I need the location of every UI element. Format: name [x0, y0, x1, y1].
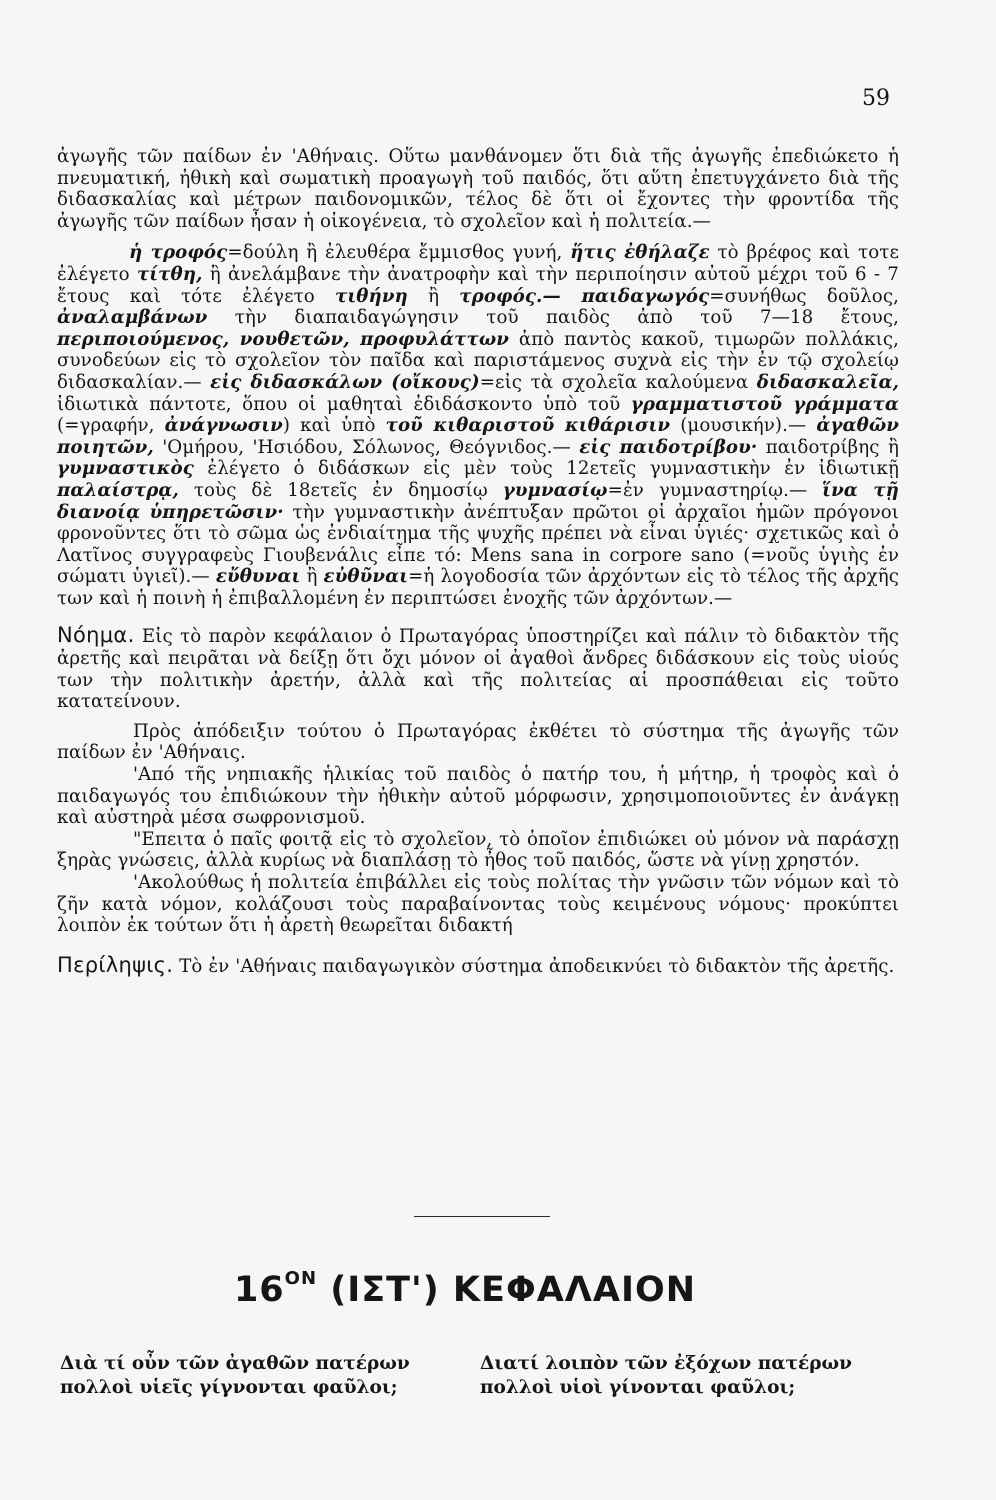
divider [414, 1216, 550, 1217]
glossary-term: ἀγαθῶν ποιητῶν, [57, 415, 899, 458]
glossary-definition: =ἐν γυμναστηρίῳ.— [607, 479, 823, 501]
glossary-definition: τὸ βρέφος καὶ τοτε ἐλέγετο [57, 242, 899, 285]
glossary-term: παλαίστρᾳ, [57, 479, 179, 501]
glossary-term: εὔθυναι [215, 566, 301, 588]
glossary-definition: τοὺς δὲ 18ετεῖς ἐν δημοσίῳ [178, 479, 503, 501]
translation-line: Διατί λοιπὸν τῶν ἐξόχων πατέρων [480, 1353, 852, 1374]
glossary-definition: παιδοτρίβης ἢ [757, 436, 900, 458]
glossary-definition: 'Ομήρου, 'Ησιόδου, Σόλωνος, Θεόγνιδος.— [153, 436, 580, 458]
noima-label: Νόημα. [57, 623, 135, 648]
glossary-definition: ἢ [300, 566, 324, 588]
main-text [57, 146, 899, 977]
translation-column [480, 1352, 900, 1400]
glossary-definition: ) καὶ ὑπὸ [282, 415, 386, 437]
intro-paragraph: ἀγωγῆς τῶν παίδων ἐν 'Αθήναις. Οὕτω μανθάνομεν ὅτι διὰ τῆς ἀγωγῆς ἐπεδιώκετο ἡ πνευματική, ἠθικὴ καὶ σωματικὴ προαγωγὴ τοῦ παιδός, ὅτι αὕτη ἐπετυγχάνετο διὰ τῆς διδασκαλίας καὶ μέτρων παιδονομικῶν, τέλος δὲ ὅτι οἱ ἔχοντες τὴν φροντίδα τῆς ἀγωγῆς τῶν παίδων ἦσαν ἡ οἰκογένεια, τὸ σχολεῖον καὶ ἡ πολιτεία.— [57, 146, 899, 232]
glossary-term: εἰς διδασκάλων (οἴκους) [210, 371, 480, 393]
glossary-term: τοῦ κιθαριστοῦ κιθάρισιν [385, 415, 671, 437]
glossary-definition: ἢ ἀνελάμβανε τὴν ἀνατροφὴν καὶ τὴν περιποίησιν αὐτοῦ μέχρι τοῦ 6 - 7 ἔτους καὶ τότε ἐλέγετο [57, 263, 899, 307]
noima-paragraph [57, 625, 899, 712]
glossary-term: περιποιούμενος, νουθετῶν, προφυλάττων [57, 328, 509, 350]
original-line: πολλοὶ υἱεῖς γίγνονται φαῦλοι; [60, 1377, 398, 1398]
glossary-term: τροφός.— παιδαγωγός [459, 285, 710, 307]
glossary-definition: ἢ [407, 285, 460, 307]
glossary-term: γραμματιστοῦ γράμματα [630, 393, 899, 415]
glossary-term: γυμναστικὸς [57, 458, 194, 480]
perilipsis-paragraph [57, 952, 899, 978]
glossary-term: διδασκαλεῖα, [756, 371, 900, 393]
glossary-definition: ἀπὸ παντὸς κακοῦ, τιμωρῶν πολλάκις, συνοδεύων εἰς τὸ σχολεῖον τὸν παῖδα καὶ παριστάμενος συχνὰ εἰς τὴν ἐν τῷ σχολείῳ διδασκαλίαν.— [57, 328, 899, 393]
glossary-definition: =ἡ λογοδοσία τῶν ἀρχόντων εἰς τὸ τέλος τῆς ἀρχῆς των καὶ ἡ ποινὴ ἡ ἐπιβαλλομένη ἐν περιπτώσει ἐνοχῆς τῶν ἀρχόντων.— [57, 566, 899, 609]
glossary-term: ἀναλαμβάνων [57, 307, 208, 329]
glossary-term: ἥτις ἐθήλαζε [570, 242, 710, 264]
glossary-term: ἵνα τῇ διανοίᾳ ὑπηρετῶσιν· [57, 479, 900, 523]
glossary-definition: ἐλέγετο ὁ διδάσκων εἰς μὲν τοὺς 12ετεῖς γυμναστικὴν ἐν ἰδιωτικῇ [193, 458, 899, 480]
translation-line: πολλοὶ υἱοὶ γίνονται φαῦλοι; [480, 1377, 796, 1398]
paragraph: 'Ακολούθως ἡ πολιτεία ἐπιβάλλει εἰς τοὺς πολίτας τὴν γνῶσιν τῶν νόμων καὶ τὸ ζῆν κατὰ νόμον, κολάζουσι τοὺς παραβαίνοντας τοὺς κειμένους νόμους· προκύπτει λοιπὸν ἐκ τούτων ὅτι ἡ ἀρετὴ θεωρεῖται διδακτή [57, 872, 899, 937]
chapter-heading [0, 1270, 930, 1310]
glossary-definition: (=γραφήν, [57, 415, 165, 437]
original-text-column [60, 1352, 460, 1400]
noima-text: Εἰς τὸ παρὸν κεφάλαιον ὁ Πρωταγόρας ὑποστηρίζει καὶ πάλιν τὸ διδακτὸν τῆς ἀρετῆς καὶ πειρᾶται νὰ δείξῃ ὅτι ὄχι μόνον οἱ ἀγαθοὶ ἄνδρες διδάσκουν εἰς τοὺς υἱούς των τὴν πολιτικὴν ἀρετήν, ἀλλὰ καὶ τῆς πολιτείας αἱ προσπάθειαι εἰς τοῦτο κατατείνουν. [57, 626, 899, 713]
glossary-definition: (μουσικήν).— [670, 415, 817, 437]
glossary-term: ἀνάγνωσιν [164, 415, 283, 437]
glossary-definition: =δούλη ἢ ἐλευθέρα ἔμμισθος γυνή, [227, 242, 571, 264]
chapter-number-suffix: ON [284, 1268, 318, 1290]
glossary-term: ἡ τροφός [129, 242, 228, 264]
perilipsis-label: Περίληψις. [57, 952, 174, 977]
glossary-term: τιθήνη [335, 285, 408, 307]
glossary-term: εἰς παιδοτρίβου· [579, 436, 758, 458]
glossary-definition: ἰδιωτικὰ πάντοτε, ὅπου οἱ μαθηταὶ ἐδιδάσκοντο ὑπὸ τοῦ [57, 393, 631, 415]
perilipsis-text: Τὸ ἐν 'Αθήναις παιδαγωγικὸν σύστημα ἀποδεικνύει τὸ διδακτὸν τῆς ἀρετῆς. [173, 955, 895, 977]
page-number: 59 [862, 86, 890, 111]
glossary-definition: =συνήθως δοῦλος, [709, 285, 899, 307]
definitions-paragraph [57, 242, 899, 609]
glossary-definition: τὴν διαπαιδαγώγησιν τοῦ παιδὸς ἀπὸ τοῦ 7—18 ἔτους, [207, 307, 899, 329]
glossary-term: εὐθῦναι [323, 566, 409, 588]
paragraph: 'Από τῆς νηπιακῆς ἡλικίας τοῦ παιδὸς ὁ πατήρ του, ἡ μήτηρ, ἡ τροφὸς καὶ ὁ παιδαγωγός του ἐπιδιώκουν τὴν ἠθικὴν αὐτοῦ μόρφωσιν, χρησιμοποιοῦντες ἐν ἀνάγκῃ καὶ αὐστηρὰ μέσα σωφρονισμοῦ. [57, 764, 899, 829]
glossary-term: τίτθη, [136, 263, 203, 285]
chapter-number: 16 [233, 1270, 285, 1310]
original-line: Διὰ τί οὖν τῶν ἀγαθῶν πατέρων [60, 1353, 410, 1374]
glossary-definition: =εἰς τὰ σχολεῖα καλούμενα [479, 371, 757, 393]
paragraph: "Επειτα ὁ παῖς φοιτᾷ εἰς τὸ σχολεῖον, τὸ ὁποῖον ἐπιδιώκει οὐ μόνον νὰ παράσχῃ ξηρὰς γνώσεις, ἀλλὰ κυρίως νὰ διαπλάσῃ τὸ ἦθος τοῦ παιδός, ὥστε νὰ γίνῃ χρηστόν. [57, 828, 899, 872]
glossary-definition: τὴν γυμναστικὴν ἀνέπτυξαν πρῶτοι οἱ ἀρχαῖοι ἡμῶν πρόγονοι φρονοῦντες ὅτι τὸ σῶμα ὡς ἐνδιαίτημα τῆς ψυχῆς πρέπει νὰ εἶναι ὑγιές· σχετικῶς καὶ ὁ Λατῖνος συγγραφεὺς Γιουβενάλις εἶπε τό: Mens sana in corpore sano (=νοῦς ὑγιὴς ἐν σώματι ὑγιεῖ).— [57, 501, 900, 588]
paragraph: Πρὸς ἀπόδειξιν τούτου ὁ Πρωταγόρας ἐκθέτει τὸ σύστημα τῆς ἀγωγῆς τῶν παίδων ἐν 'Αθήναις. [57, 720, 899, 764]
glossary-term: γυμνασίῳ [502, 479, 608, 501]
chapter-title: (ΙΣΤ') ΚΕΦΑΛΑΙΟΝ [317, 1270, 697, 1310]
